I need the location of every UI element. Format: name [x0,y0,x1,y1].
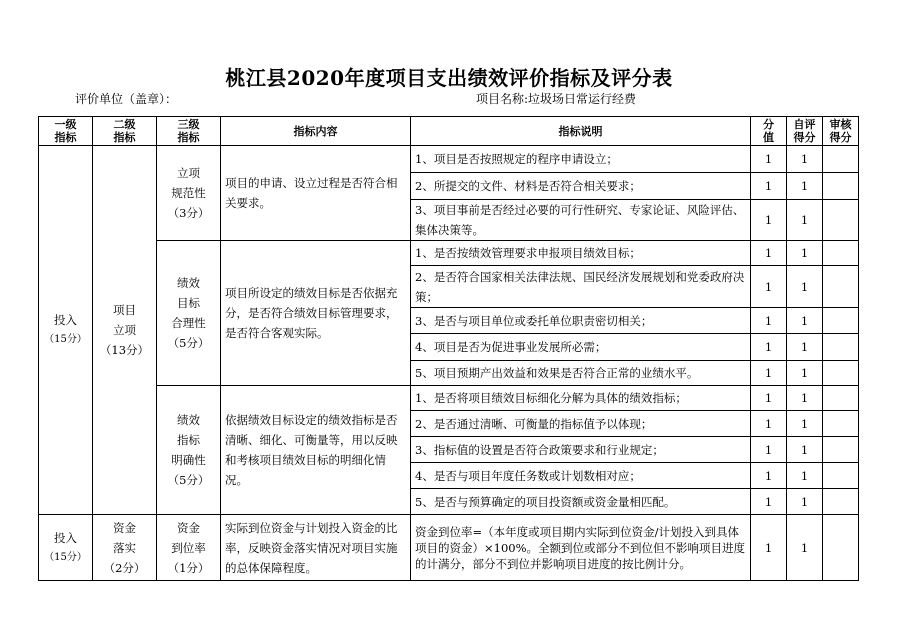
audit-score-cell[interactable] [823,489,859,515]
self-score-cell[interactable]: 1 [787,386,823,411]
score-cell: 1 [751,334,787,361]
level3-cell: 绩效 目标 合理性 （5分） [157,241,221,386]
indicator-description: 5、是否与预算确定的项目投资额或资金量相匹配。 [411,489,751,515]
score-cell: 1 [751,386,787,411]
header-description: 指标说明 [411,117,751,146]
audit-score-cell[interactable] [823,266,859,308]
level2-cell: 资金 落实 （2分） [93,515,157,581]
page-title: 桃江县2020年度项目支出绩效评价指标及评分表 [225,66,673,90]
header-level2: 二级 指标 [93,117,157,146]
self-score-cell[interactable]: 1 [787,361,823,386]
level3-cell: 资金 到位率 （1分） [157,515,221,581]
header-score: 分 值 [751,117,787,146]
project-name-label: 项目名称:垃圾场日常运行经费 [476,92,637,106]
indicator-content: 实际到位资金与计划投入资金的比率，反映资金落实情况对项目实施的总体保障程度。 [221,515,411,581]
header-content: 指标内容 [221,117,411,146]
score-cell: 1 [751,308,787,334]
level3-cell: 绩效 指标 明确性 （5分） [157,386,221,515]
score-cell: 1 [751,411,787,437]
self-score-cell[interactable]: 1 [787,146,823,173]
evaluation-table [38,116,859,581]
audit-score-cell[interactable] [823,515,859,581]
indicator-description: 3、项目事前是否经过必要的可行性研究、专家论证、风险评估、集体决策等。 [411,200,751,241]
audit-score-cell[interactable] [823,146,859,173]
indicator-description: 资金到位率=（本年度或项目期内实际到位资金/计划投入到具体项目的资金）×100%。全额到位或部分不到位但不影响项目进度的计满分，部分不到位并影响项目进度的按比例计分。 [411,515,751,581]
self-score-cell[interactable]: 1 [787,241,823,266]
audit-score-cell[interactable] [823,386,859,411]
self-score-cell[interactable]: 1 [787,173,823,200]
self-score-cell[interactable]: 1 [787,411,823,437]
indicator-description: 3、是否与项目单位或委托单位职责密切相关； [411,308,751,334]
table-row [39,386,859,411]
self-score-cell[interactable]: 1 [787,334,823,361]
self-score-cell[interactable]: 1 [787,200,823,241]
score-cell: 1 [751,241,787,266]
level3-cell: 立项 规范性 （3分） [157,146,221,241]
score-cell: 1 [751,200,787,241]
audit-score-cell[interactable] [823,361,859,386]
audit-score-cell[interactable] [823,173,859,200]
table-row [39,146,859,173]
indicator-description: 1、是否按绩效管理要求申报项目绩效目标； [411,241,751,266]
header-audit-score: 审核 得分 [823,117,859,146]
score-cell: 1 [751,146,787,173]
self-score-cell[interactable]: 1 [787,308,823,334]
indicator-description: 5、项目预期产出效益和效果是否符合正常的业绩水平。 [411,361,751,386]
indicator-description: 3、指标值的设置是否符合政策要求和行业规定； [411,437,751,463]
indicator-description: 4、是否与项目年度任务数或计划数相对应； [411,463,751,489]
table-row [39,515,859,581]
score-cell: 1 [751,437,787,463]
indicator-description: 1、项目是否按照规定的程序申请设立； [411,146,751,173]
score-cell: 1 [751,463,787,489]
header-level1: 一级 指标 [39,117,93,146]
indicator-content: 项目所设定的绩效目标是否依据充分，是否符合绩效目标管理要求，是否符合客观实际。 [221,241,411,386]
audit-score-cell[interactable] [823,334,859,361]
self-score-cell[interactable]: 1 [787,266,823,308]
audit-score-cell[interactable] [823,308,859,334]
score-cell: 1 [751,361,787,386]
score-cell: 1 [751,173,787,200]
table-header-row [39,117,859,146]
evaluation-unit-label: 评价单位（盖章）： [75,92,178,106]
indicator-description: 2、是否通过清晰、可衡量的指标值予以体现； [411,411,751,437]
audit-score-cell[interactable] [823,200,859,241]
indicator-content: 依据绩效目标设定的绩效指标是否清晰、细化、可衡量等，用以反映和考核项目绩效目标的明细化情况。 [221,386,411,515]
score-cell: 1 [751,489,787,515]
indicator-description: 2、所提交的文件、材料是否符合相关要求； [411,173,751,200]
indicator-description: 4、项目是否为促进事业发展所必需； [411,334,751,361]
self-score-cell[interactable]: 1 [787,489,823,515]
indicator-description: 2、是否符合国家相关法律法规、国民经济发展规划和党委政府决策； [411,266,751,308]
score-cell: 1 [751,515,787,581]
audit-score-cell[interactable] [823,241,859,266]
audit-score-cell[interactable] [823,437,859,463]
header-self-score: 自评 得分 [787,117,823,146]
score-cell: 1 [751,266,787,308]
audit-score-cell[interactable] [823,463,859,489]
audit-score-cell[interactable] [823,411,859,437]
indicator-content: 项目的申请、设立过程是否符合相关要求。 [221,146,411,241]
level1-cell: 投入 （15分） [39,146,93,515]
header-level3: 三级 指标 [157,117,221,146]
self-score-cell[interactable]: 1 [787,515,823,581]
self-score-cell[interactable]: 1 [787,437,823,463]
level2-cell: 项目 立项 （13分） [93,146,157,515]
indicator-description: 1、是否将项目绩效目标细化分解为具体的绩效指标； [411,386,751,411]
level1-cell: 投入 （15分） [39,515,93,581]
table-row [39,241,859,266]
self-score-cell[interactable]: 1 [787,463,823,489]
